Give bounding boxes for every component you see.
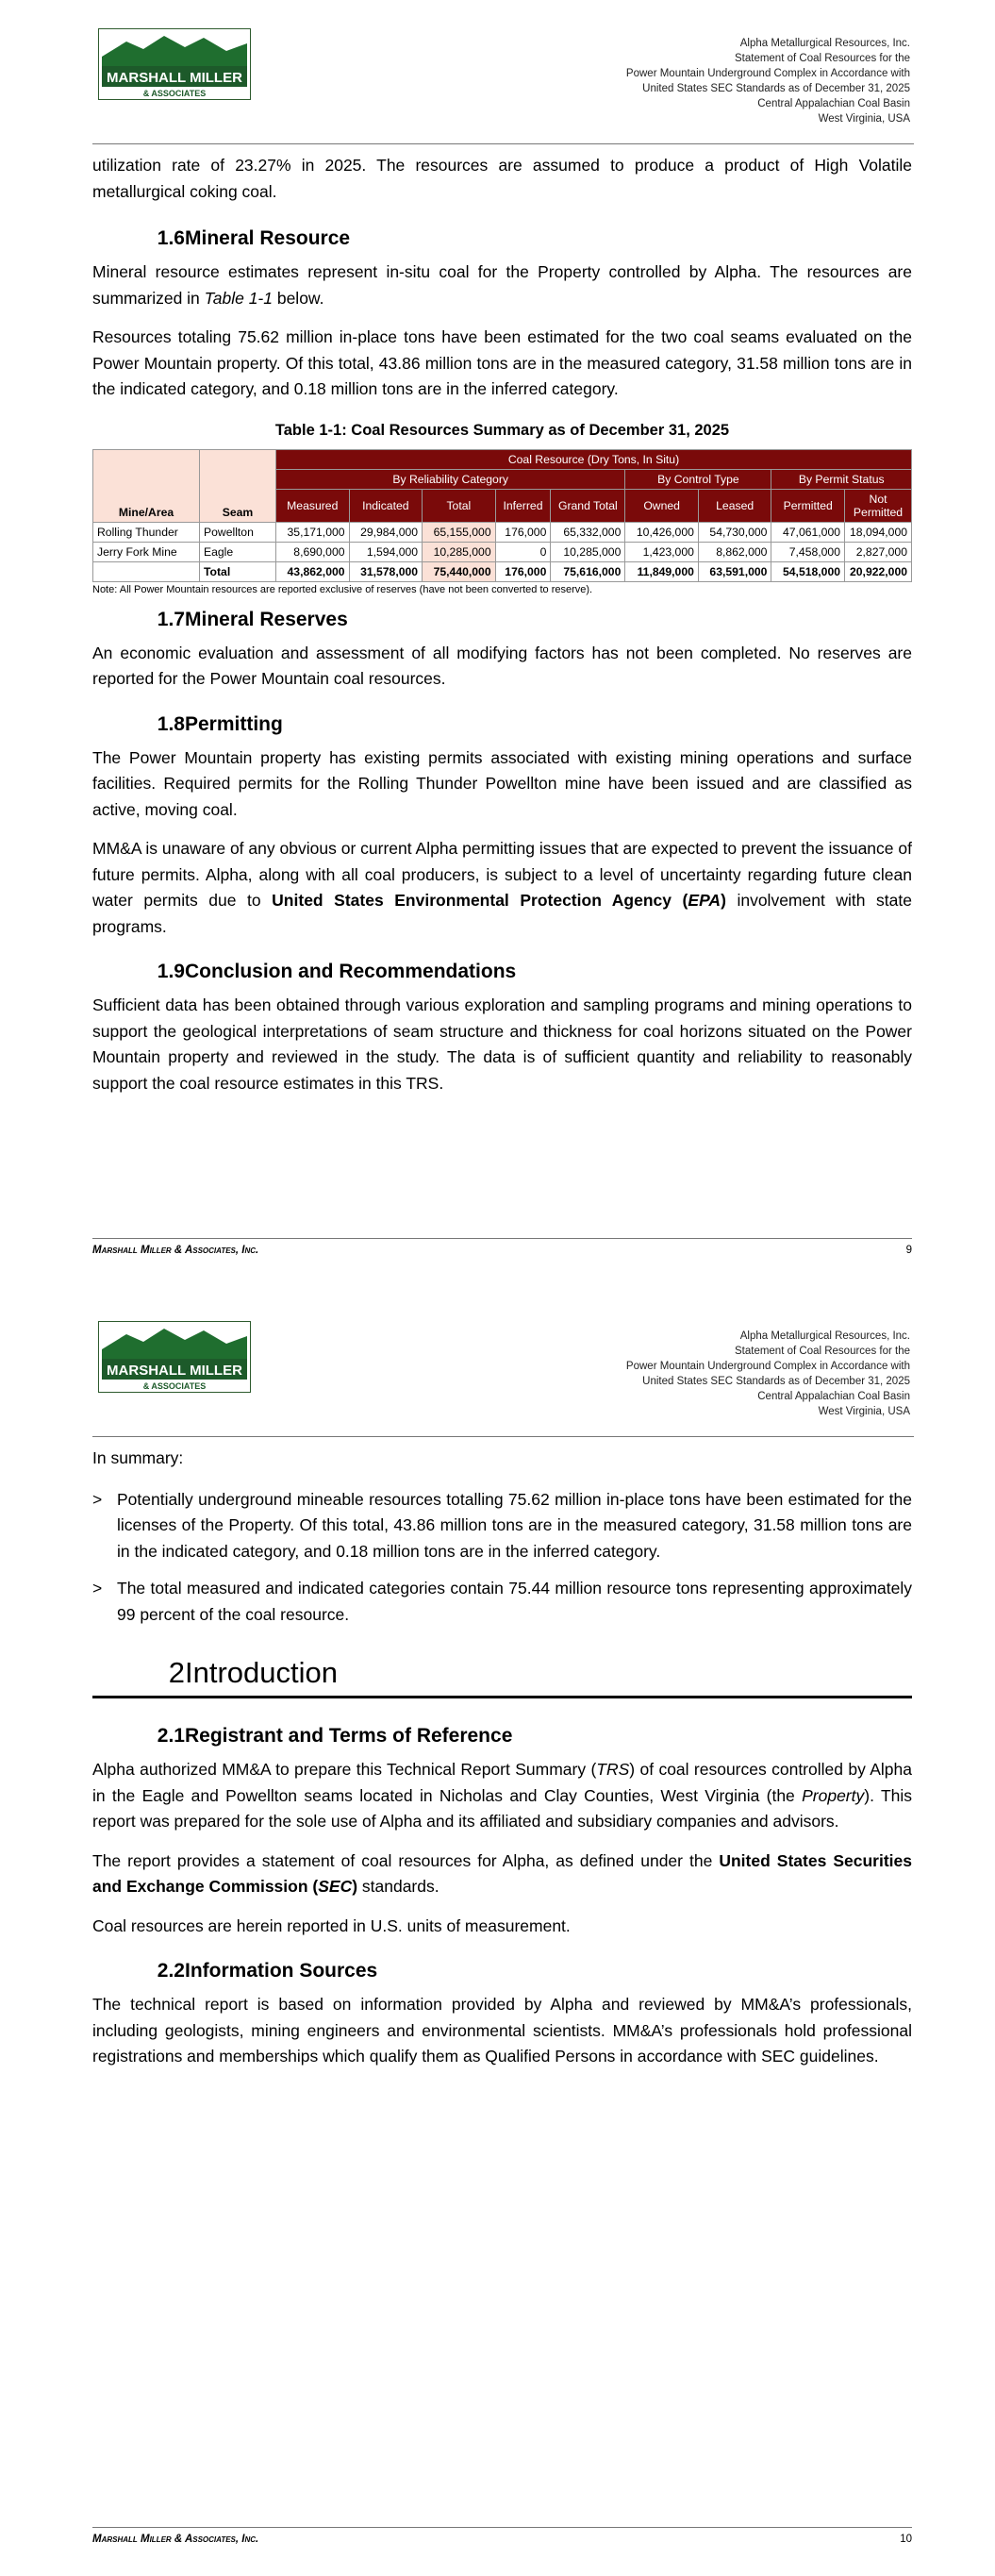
in-summary-label: In summary: bbox=[92, 1448, 184, 1467]
page-footer bbox=[92, 1238, 912, 1256]
table-total-row bbox=[93, 561, 912, 581]
footer-firm: Marshall Miller & Associates, Inc. bbox=[92, 2534, 259, 2545]
page-10 bbox=[0, 1293, 995, 2576]
company-logo bbox=[98, 1321, 251, 1393]
subheader-reliability: By Reliability Category bbox=[276, 469, 625, 489]
conclusion-paragraph: Sufficient data has been obtained through various exploration and sampling programs and mining operations to support the geological interpretations of seam structure and thickness for coal horizons situated on the Power Mountain property and reviewed in the study. The data is of sufficient quantity and reliability to reasonably support the coal resource estimates in this TRS. bbox=[92, 995, 912, 1093]
cell-total: 11,849,000 bbox=[625, 561, 699, 581]
cell-value: 0 bbox=[495, 542, 551, 561]
cell-value: 10,426,000 bbox=[625, 522, 699, 542]
mineral-resource-paragraph-2: Resources totaling 75.62 million in-place tons have been estimated for the two coal seams evaluated on the Power Mountain property. Of this total, 43.86 million tons are in the measured category, 31.58 million tons are in the indicated category, and 0.18 million tons are in the inferred category. bbox=[92, 327, 912, 398]
col-header: Owned bbox=[625, 489, 699, 522]
header-line: Alpha Metallurgical Resources, Inc. bbox=[739, 1330, 910, 1342]
registrant-paragraph-2: The report provides a statement of coal resources for Alpha, as defined under the United States Securities and Exchange Commission (SEC) standards. bbox=[92, 1850, 912, 1896]
section-2-1-heading: 2.1 Registrant and Terms of Reference bbox=[157, 1725, 513, 1747]
cell-total: 176,000 bbox=[495, 561, 551, 581]
cell-total: 75,616,000 bbox=[551, 561, 625, 581]
cell-value: 29,984,000 bbox=[349, 522, 423, 542]
section-2-2-heading: 2.2 Information Sources bbox=[157, 1960, 378, 1982]
header-line: United States SEC Standards as of December 31, 2025 bbox=[642, 1376, 910, 1387]
cell-total: 63,591,000 bbox=[698, 561, 771, 581]
page-footer bbox=[92, 2527, 912, 2545]
cell-value: 65,155,000 bbox=[423, 522, 496, 542]
cell-value: 176,000 bbox=[495, 522, 551, 542]
cell-mine: Jerry Fork Mine bbox=[93, 542, 200, 561]
permitting-paragraph-2: MM&A is unaware of any obvious or current Alpha permitting issues that are expected to prevent the issuance of future permits. Alpha, along with all coal producers, is subject to a level of uncertainty regarding future clean water permits due to United States Environmental Protection Agency (EPA) involvement with state programs. bbox=[92, 839, 913, 936]
cell-value: 10,285,000 bbox=[551, 542, 625, 561]
col-mine-area: Mine/Area bbox=[93, 449, 200, 522]
cell-value: 1,423,000 bbox=[625, 542, 699, 561]
registrant-paragraph-1: Alpha authorized MM&A to prepare this Technical Report Summary (TRS) of coal resources controlled by Alpha in the Eagle and Powellton seams located in Nicholas and Clay Counties, West Virginia (the Property). This report was prepared for the sole use of Alpha and its affiliated and subsidiary companies and advisors. bbox=[92, 1760, 912, 1831]
cell-value: 8,862,000 bbox=[698, 542, 771, 561]
section-1-9-heading: 1.9 Conclusion and Recommendations bbox=[157, 961, 517, 982]
cell-mine: Rolling Thunder bbox=[93, 522, 200, 542]
cell-total: 31,578,000 bbox=[349, 561, 423, 581]
col-header: Inferred bbox=[495, 489, 551, 522]
cell-value: 1,594,000 bbox=[349, 542, 423, 561]
cell-total: 43,862,000 bbox=[276, 561, 350, 581]
subheader-permit: By Permit Status bbox=[771, 469, 912, 489]
header-line: United States SEC Standards as of December 31, 2025 bbox=[642, 83, 910, 94]
col-header: Measured bbox=[276, 489, 350, 522]
information-sources-paragraph: The technical report is based on information provided by Alpha and reviewed by MM&A’s professionals, including geologists, mining engineers and environmental scientists. MM&A’s professionals hold professional registrations and memberships which qualify them as Qualified Persons in accordance with SEC guidelines. bbox=[92, 1995, 912, 2066]
footer-firm: Marshall Miller & Associates, Inc. bbox=[92, 1245, 259, 1256]
cell-blank bbox=[93, 561, 200, 581]
page-number: 9 bbox=[905, 1245, 912, 1256]
cell-total: 20,922,000 bbox=[845, 561, 912, 581]
cell-value: 10,285,000 bbox=[423, 542, 496, 561]
cell-value: 65,332,000 bbox=[551, 522, 625, 542]
bullet-marker: > bbox=[92, 1579, 103, 1597]
header-line: Central Appalachian Coal Basin bbox=[757, 1391, 910, 1402]
company-logo bbox=[98, 28, 251, 100]
mineral-reserves-paragraph: An economic evaluation and assessment of all modifying factors has not been completed. No reserves are reported for the Power Mountain coal resources. bbox=[92, 643, 912, 688]
col-header: Indicated bbox=[349, 489, 423, 522]
summary-bullet: > The total measured and indicated categories contain 75.44 million resource tons representing approximately 99 percent of the coal resource. bbox=[92, 1576, 912, 1628]
header-line: Statement of Coal Resources for the bbox=[734, 53, 910, 64]
section-1-6-heading: 1.6 Mineral Resource bbox=[157, 227, 351, 249]
col-header: Grand Total bbox=[551, 489, 625, 522]
header-line: Power Mountain Underground Complex in Accordance with bbox=[625, 1361, 910, 1372]
cell-value: 35,171,000 bbox=[276, 522, 350, 542]
svg-text:MARSHALL MILLER: MARSHALL MILLER bbox=[107, 1363, 242, 1379]
cell-seam: Eagle bbox=[200, 542, 276, 561]
registrant-paragraph-3: Coal resources are herein reported in U.S. units of measurement. bbox=[92, 1915, 571, 1935]
header-line: Central Appalachian Coal Basin bbox=[757, 98, 910, 109]
table-row bbox=[93, 522, 912, 542]
header-line: Statement of Coal Resources for the bbox=[734, 1346, 910, 1357]
intro-paragraph: utilization rate of 23.27% in 2025. The resources are assumed to produce a product of High Volatile metallurgical coking coal. bbox=[92, 156, 912, 201]
cell-value: 7,458,000 bbox=[771, 542, 845, 561]
summary-bullet: > Potentially underground mineable resources totalling 75.62 million in-place tons have been estimated for the licenses of the Property. Of this total, 43.86 million tons are in the measured category, 31.58 million tons are in the indicated category, and 0.18 million tons are in the inferred category. bbox=[92, 1487, 912, 1565]
header-text bbox=[626, 36, 910, 126]
cell-total: 54,518,000 bbox=[771, 561, 845, 581]
header-line: Alpha Metallurgical Resources, Inc. bbox=[739, 38, 910, 49]
cell-value: 8,690,000 bbox=[276, 542, 350, 561]
cell-total: 75,440,000 bbox=[423, 561, 496, 581]
chapter-2-heading: 2 Introduction bbox=[92, 1656, 912, 1698]
section-1-7-heading: 1.7 Mineral Reserves bbox=[157, 608, 348, 630]
group-header: Coal Resource (Dry Tons, In Situ) bbox=[276, 449, 912, 469]
table-row bbox=[93, 542, 912, 561]
cell-seam: Powellton bbox=[200, 522, 276, 542]
col-header: Total bbox=[423, 489, 496, 522]
svg-text:MARSHALL MILLER: MARSHALL MILLER bbox=[107, 70, 242, 86]
col-seam: Seam bbox=[200, 449, 276, 522]
table-note: Note: All Power Mountain resources are reported exclusive of reserves (have not been converted to reserve). bbox=[92, 583, 593, 595]
cell-value: 54,730,000 bbox=[698, 522, 771, 542]
section-1-8-heading: 1.8 Permitting bbox=[157, 712, 283, 735]
permitting-paragraph-1: The Power Mountain property has existing permits associated with existing mining operations and surface facilities. Required permits for the Rolling Thunder Powellton mine have been issued and are classified as active, moving coal. bbox=[92, 747, 912, 819]
cell-value: 18,094,000 bbox=[845, 522, 912, 542]
coal-resources-table bbox=[92, 449, 912, 582]
mineral-resource-paragraph-1: Mineral resource estimates represent in-situ coal for the Property controlled by Alpha. The resources are summarized in Table 1-1 below. bbox=[92, 262, 912, 308]
bullet-marker: > bbox=[92, 1489, 103, 1509]
header-rule bbox=[92, 1436, 914, 1437]
table-caption: Table 1-1: Coal Resources Summary as of December 31, 2025 bbox=[274, 421, 730, 439]
subheader-control: By Control Type bbox=[625, 469, 771, 489]
svg-text:& ASSOCIATES: & ASSOCIATES bbox=[142, 1381, 207, 1391]
col-header: Permitted bbox=[771, 489, 845, 522]
header-line: West Virginia, USA bbox=[818, 113, 910, 125]
svg-text:& ASSOCIATES: & ASSOCIATES bbox=[142, 89, 207, 98]
cell-value: 47,061,000 bbox=[771, 522, 845, 542]
header-line: Power Mountain Underground Complex in Accordance with bbox=[625, 68, 910, 79]
cell-value: 2,827,000 bbox=[845, 542, 912, 561]
page-number: 10 bbox=[900, 2534, 912, 2545]
header-rule bbox=[92, 143, 914, 144]
col-header: Leased bbox=[698, 489, 771, 522]
col-header: Not Permitted bbox=[845, 489, 912, 522]
header-text bbox=[626, 1329, 910, 1419]
header-line: West Virginia, USA bbox=[818, 1406, 910, 1417]
cell-total-label: Total bbox=[200, 561, 276, 581]
